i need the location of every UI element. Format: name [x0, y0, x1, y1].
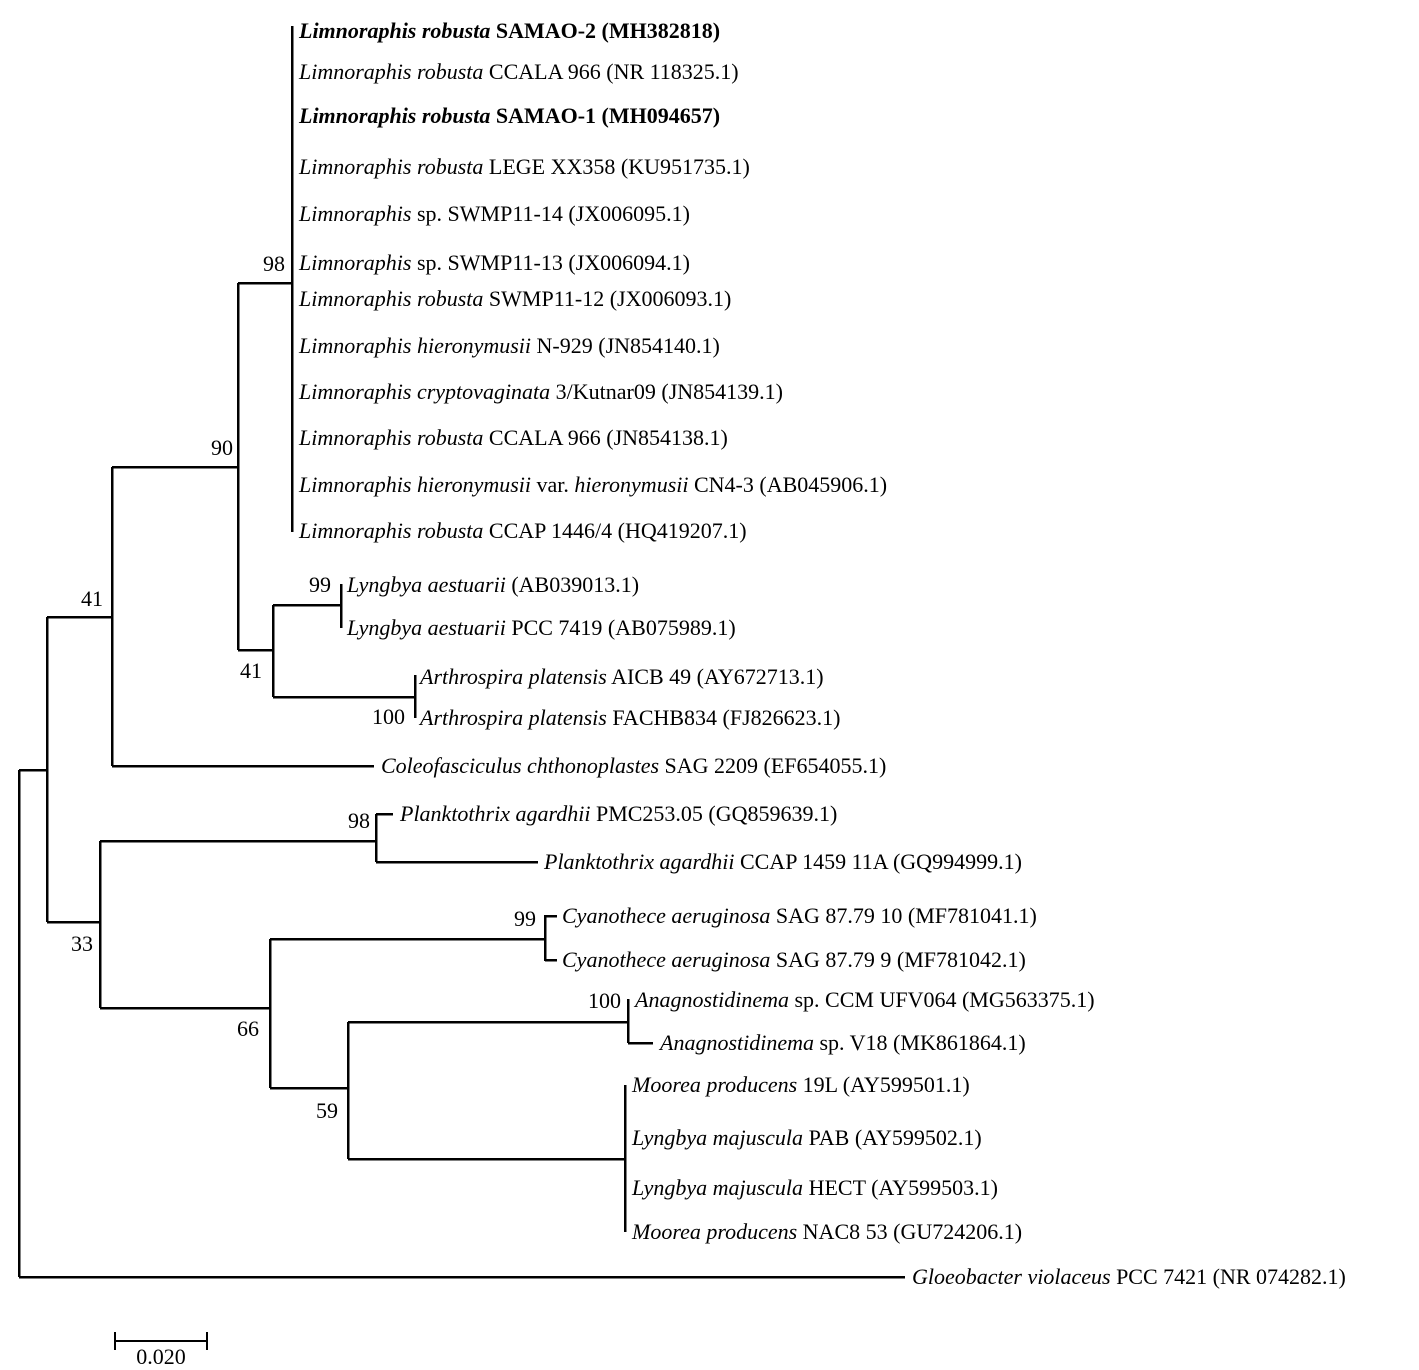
- taxon-species: Planktothrix agardhii: [544, 849, 735, 874]
- taxon-species: Arthrospira platensis: [420, 705, 607, 730]
- taxon-species: Limnoraphis cryptovaginata: [299, 379, 551, 404]
- taxon-strain: SAG 87.79 10 (MF781041.1): [770, 903, 1037, 928]
- taxon-species: Anagnostidinema: [635, 987, 789, 1012]
- taxon-species: Limnoraphis hieronymusii: [299, 333, 532, 358]
- taxon-strain: sp. SWMP11-13 (JX006094.1): [411, 250, 690, 275]
- taxon-label: [299, 59, 739, 85]
- taxon-label: [299, 518, 747, 544]
- taxon-species: Lyngbya aestuarii: [347, 615, 506, 640]
- bootstrap-value: 98: [348, 808, 370, 833]
- taxon-label: [562, 947, 1026, 973]
- taxon-strain: var.: [531, 472, 575, 497]
- taxon-label: [632, 1072, 970, 1098]
- taxon-species: Limnoraphis: [299, 201, 412, 226]
- taxon-species: Limnoraphis robusta: [299, 518, 484, 543]
- bootstrap-value: 41: [240, 658, 262, 683]
- taxon-strain: sp. V18 (MK861864.1): [814, 1030, 1026, 1055]
- taxon-species: Moorea producens: [632, 1072, 798, 1097]
- taxon-label: [299, 201, 690, 227]
- bootstrap-value: 99: [309, 572, 331, 597]
- taxon-strain: N-929 (JN854140.1): [531, 333, 720, 358]
- taxon-label: [632, 1219, 1022, 1245]
- taxon-strain: PMC253.05 (GQ859639.1): [590, 801, 838, 826]
- taxon-species: Limnoraphis robusta: [299, 286, 484, 311]
- taxon-species: Cyanothece aeruginosa: [562, 903, 771, 928]
- taxon-label-outgroup: [912, 1264, 1346, 1290]
- taxon-strain: (AB039013.1): [505, 572, 640, 597]
- taxon-label: [299, 286, 731, 312]
- bootstrap-value: 33: [71, 931, 93, 956]
- taxon-label: [420, 664, 824, 690]
- taxon-strain: sp. CCM UFV064 (MG563375.1): [789, 987, 1095, 1012]
- taxon-species: Moorea producens: [632, 1219, 798, 1244]
- taxon-label-samao1: [299, 103, 720, 129]
- bootstrap-value: 66: [237, 1016, 259, 1041]
- taxon-label: [299, 472, 887, 498]
- bootstrap-value: 59: [316, 1098, 338, 1123]
- taxon-label-samao2: [299, 18, 720, 44]
- taxon-label: [635, 987, 1095, 1013]
- taxon-label: [299, 333, 720, 359]
- taxon-species: Anagnostidinema: [660, 1030, 814, 1055]
- taxon-strain: CCALA 966 (JN854138.1): [483, 425, 728, 450]
- taxon-strain: SWMP11-12 (JX006093.1): [483, 286, 732, 311]
- taxon-label: [632, 1175, 998, 1201]
- bootstrap-value: 90: [211, 435, 233, 460]
- taxon-species: Coleofasciculus chthonoplastes: [381, 753, 660, 778]
- taxon-strain: AICB 49 (AY672713.1): [606, 664, 824, 689]
- taxon-label: [299, 250, 690, 276]
- taxon-strain: 3/Kutnar09 (JN854139.1): [550, 379, 783, 404]
- taxon-species: Limnoraphis robusta: [299, 59, 484, 84]
- taxon-strain: sp. SWMP11-14 (JX006095.1): [411, 201, 690, 226]
- taxon-label: [299, 425, 728, 451]
- taxon-strain: LEGE XX358 (KU951735.1): [483, 154, 750, 179]
- taxon-species: Limnoraphis robusta: [299, 18, 491, 43]
- taxon-label: [562, 903, 1037, 929]
- taxon-strain: PCC 7421 (NR 074282.1): [1110, 1264, 1346, 1289]
- taxon-species: Limnoraphis: [299, 250, 412, 275]
- taxon-label: [299, 379, 783, 405]
- taxon-species: Lyngbya aestuarii: [347, 572, 506, 597]
- taxon-species: Limnoraphis robusta: [299, 154, 484, 179]
- taxon-strain: SAMAO-1 (MH094657): [490, 103, 721, 128]
- taxon-species: Lyngbya majuscula: [632, 1175, 804, 1200]
- taxon-label: [299, 154, 750, 180]
- bootstrap-value: 98: [263, 251, 285, 276]
- taxon-strain: SAG 87.79 9 (MF781042.1): [770, 947, 1026, 972]
- taxon-variety: hieronymusii: [574, 472, 689, 497]
- taxon-label: [632, 1125, 982, 1151]
- bootstrap-value: 99: [514, 906, 536, 931]
- scale-bar-label: 0.020: [136, 1344, 186, 1369]
- taxon-strain: HECT (AY599503.1): [803, 1175, 999, 1200]
- taxon-strain: NAC8 53 (GU724206.1): [797, 1219, 1023, 1244]
- taxon-strain: CCAP 1459 11A (GQ994999.1): [734, 849, 1022, 874]
- taxon-species: Limnoraphis hieronymusii: [299, 472, 532, 497]
- taxon-label: [400, 801, 837, 827]
- bootstrap-value: 100: [588, 988, 621, 1013]
- taxon-species: Arthrospira platensis: [420, 664, 607, 689]
- taxon-species: Limnoraphis robusta: [299, 103, 491, 128]
- taxon-strain: PCC 7419 (AB075989.1): [505, 615, 736, 640]
- taxon-strain: 19L (AY599501.1): [797, 1072, 970, 1097]
- taxon-strain: SAMAO-2 (MH382818): [490, 18, 721, 43]
- taxon-label: [420, 705, 841, 731]
- bootstrap-value: 41: [81, 586, 103, 611]
- taxon-label: [544, 849, 1022, 875]
- taxon-strain: SAG 2209 (EF654055.1): [659, 753, 887, 778]
- taxon-label: [347, 572, 639, 598]
- taxon-strain: FACHB834 (FJ826623.1): [606, 705, 841, 730]
- taxon-species: Lyngbya majuscula: [632, 1125, 804, 1150]
- taxon-species: Gloeobacter violaceus: [912, 1264, 1111, 1289]
- taxon-label: [381, 753, 886, 779]
- taxon-strain: CCAP 1446/4 (HQ419207.1): [483, 518, 747, 543]
- taxon-species: Planktothrix agardhii: [400, 801, 591, 826]
- taxon-strain: PAB (AY599502.1): [803, 1125, 982, 1150]
- bootstrap-value: 100: [372, 704, 405, 729]
- taxon-species: Limnoraphis robusta: [299, 425, 484, 450]
- taxon-strain: CCALA 966 (NR 118325.1): [483, 59, 739, 84]
- taxon-species: Cyanothece aeruginosa: [562, 947, 771, 972]
- taxon-label: [660, 1030, 1026, 1056]
- taxon-strain: CN4-3 (AB045906.1): [688, 472, 888, 497]
- taxon-label: [347, 615, 736, 641]
